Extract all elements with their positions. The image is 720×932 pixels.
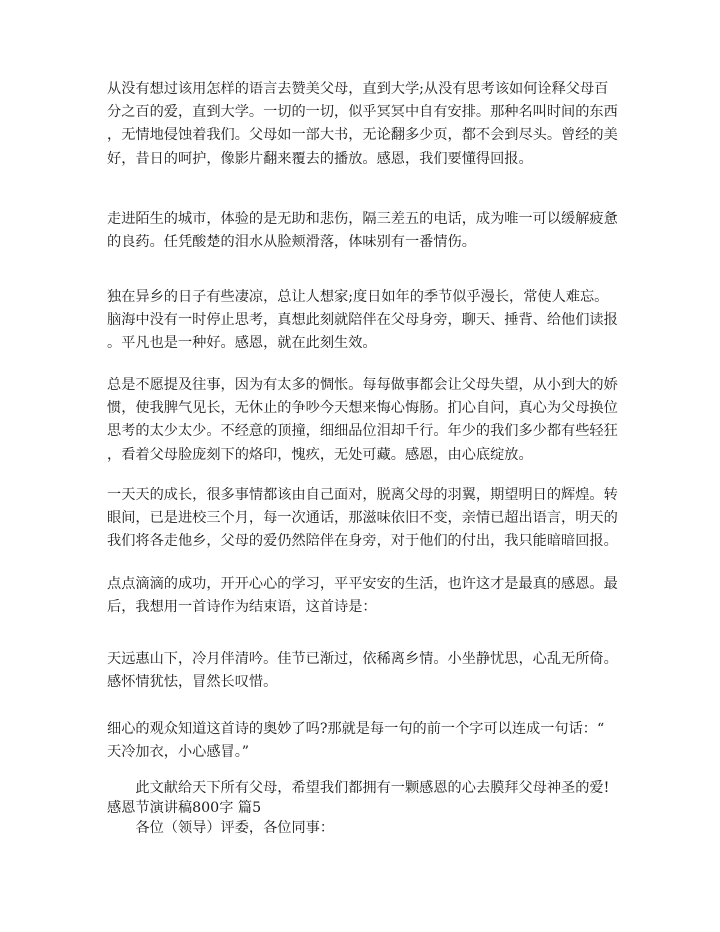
text-line: 走进陌生的城市，体验的是无助和悲伤，隔三差五的电话，成为唯一可以缓解疲惫 <box>107 211 618 227</box>
text-line: 后，我想用一首诗作为结束语，这首诗是： <box>107 599 377 616</box>
text-line: 天远惠山下，冷月伴清吟。佳节已渐过，依稀离乡情。小坐静忧思，心乱无所倚。 <box>107 651 618 667</box>
text-line: 的良药。任凭酸楚的泪水从脸颊滑落，体味别有一番情伤。 <box>107 234 476 251</box>
text-line: 我们将各走他乡，父母的爱仍然陪伴在身旁，对于他们的付出，我只能暗暗回报。 <box>107 533 618 550</box>
text-line: 天冷加衣，小心感冒。” <box>107 744 250 761</box>
text-line: 点点滴滴的成功，开开心心的学习，平平安安的生活，也许这才是最真的感恩。最 <box>107 576 618 592</box>
text-line: ，看着父母脸庞刻下的烙印，愧疚，无处可藏。感恩，由心底绽放。 <box>107 446 533 463</box>
paragraph-6 <box>107 573 617 619</box>
paragraph-5 <box>107 484 617 554</box>
text-line: 总是不愿提及往事，因为有太多的惆怅。每每做事都会让父母失望，从小到大的娇 <box>107 377 618 393</box>
text-line: 从没有想过该用怎样的语言去赞美父母，直到大学;从没有思考该如何诠释父母百 <box>107 81 609 97</box>
paragraph-2 <box>107 208 617 254</box>
text-line: 此文献给天下所有父母，希望我们都拥有一颗感恩的心去膜拜父母神圣的爱! <box>107 780 610 796</box>
text-line: 一天天的成长，很多事情都该由自己面对，脱离父母的羽翼，期望明日的辉煌。转 <box>107 487 618 503</box>
text-line: 感怀情犹怯，冒然长叹惜。 <box>107 674 278 691</box>
text-line: 眼间，已是进校三个月，每一次通话，那滋味依旧不变，亲情已超出语言，明天的 <box>107 510 618 527</box>
text-line: 各位（领导）评委，各位同事： <box>107 820 335 836</box>
section-heading: 感恩节演讲稿800字 篇5 <box>107 800 262 816</box>
text-line: 惯，使我脾气见长，无休止的争吵今天想来悔心悔肠。扪心自问，真心为父母换位 <box>107 400 618 417</box>
paragraph-4 <box>107 374 617 467</box>
paragraph-poem <box>107 648 617 694</box>
paragraph-8 <box>107 718 617 764</box>
paragraph-1 <box>107 78 617 171</box>
paragraph-3 <box>107 286 617 356</box>
text-line: 独在异乡的日子有些凄凉，总让人想家;度日如年的季节似乎漫长，常使人难忘。 <box>107 289 609 305</box>
text-line: ，无情地侵蚀着我们。父母如一部大书，无论翻多少页，都不会到尽头。曾经的美 <box>107 127 618 144</box>
text-line: 细心的观众知道这首诗的奥妙了吗?那就是每一句的前一个字可以连成一句话：“ <box>107 721 605 737</box>
text-line: 分之百的爱，直到大学。一切的一切，似乎冥冥中自有安排。那种名叫时间的东西 <box>107 104 618 121</box>
paragraph-closing <box>107 778 617 838</box>
text-line: 思考的太少太少。不经意的顶撞，细细品位泪却千行。年少的我们多少都有些轻狂 <box>107 423 618 440</box>
text-line: 脑海中没有一时停止思考，真想此刻就陪伴在父母身旁，聊天、捶背、给他们读报 <box>107 312 618 329</box>
text-line: 好，昔日的呵护，像影片翻来覆去的播放。感恩，我们要懂得回报。 <box>107 150 533 167</box>
text-line: 。平凡也是一种好。感恩，就在此刻生效。 <box>107 335 377 352</box>
